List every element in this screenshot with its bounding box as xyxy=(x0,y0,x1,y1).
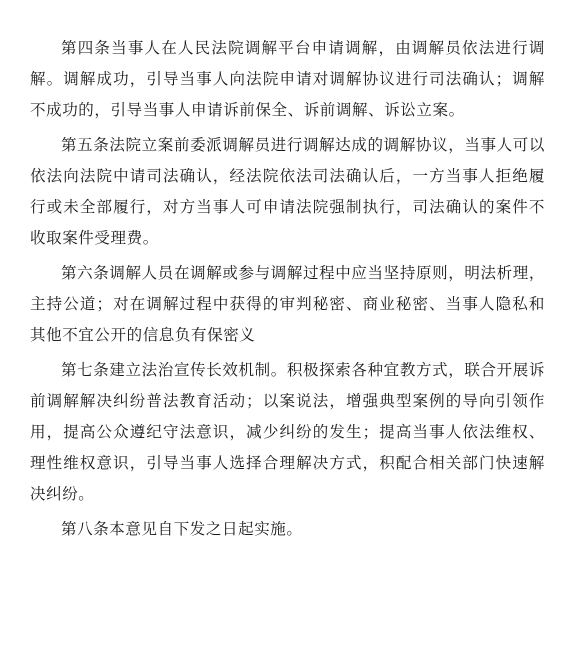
paragraph-article-4: 第四条当事人在人民法院调解平台申请调解，由调解员依法进行调解。调解成功，引导当事人向法院申请对调解协议进行司法确认；调解不成功的，引导当事人申请诉前保全、诉前调解、诉讼立案。 xyxy=(30,39,545,119)
paragraph-article-7: 第七条建立法治宣传长效机制。积极探索各种宜教方式，联合开展诉前调解解决纠纷普法教育活动；以案说法，增强典型案例的导向引领作用，提高公众遵纪守法意识，减少纠纷的发生；提高当事人依法维权、理性维权意识，引导当事人选择合理解决方式，积配合相关部门快速解决纠纷。 xyxy=(30,361,545,503)
paragraph-article-5: 第五条法院立案前委派调解员进行调解达成的调解协议，当事人可以依法向法院中请司法确认，经法院依法司法确认后，一方当事人拒绝履行或未全部履行，对方当事人可申请法院强制执行，司法确认的案件不收取案件受理费。 xyxy=(30,136,545,247)
paragraph-article-6: 第六条调解人员在调解或参与调解过程中应当坚持原则，明法析理，主持公道；对在调解过程中获得的审判秘密、商业秘密、当事人隐私和其他不宜公开的信息负有保密义 xyxy=(30,264,545,344)
paragraph-article-8: 第八条本意见自下发之日起实施。 xyxy=(61,520,303,538)
